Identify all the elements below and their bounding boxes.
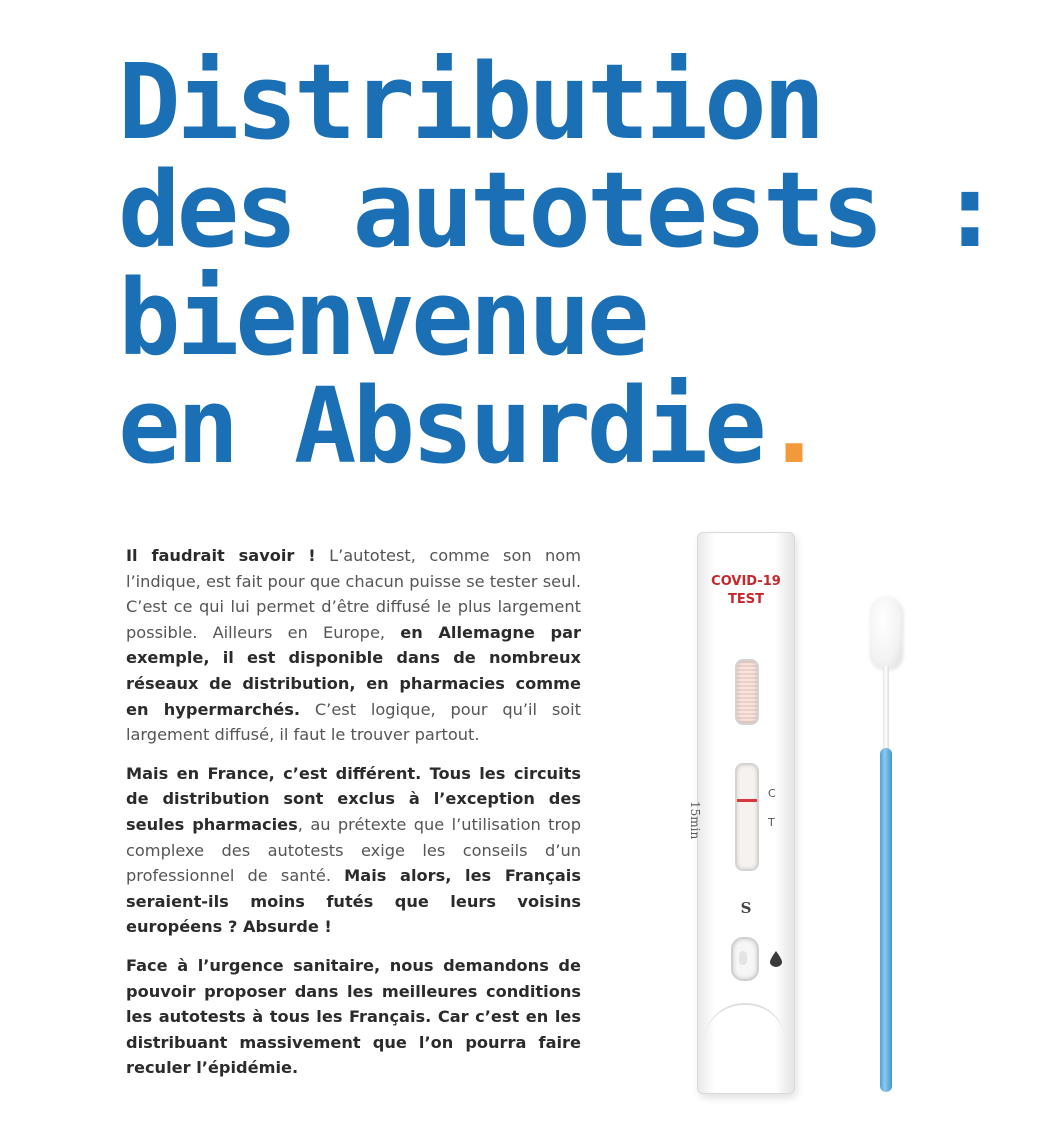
swab-image xyxy=(866,596,906,1096)
sample-well xyxy=(731,937,759,981)
headline-line-4 xyxy=(118,365,997,487)
paragraph-3 xyxy=(126,953,581,1081)
swab-neck xyxy=(883,666,889,752)
headline-line-3: bienvenue xyxy=(118,257,646,379)
p1-bold-2: en Allemagne par exemple, il est disponible dans de nombreux réseaux de distribution, en pharmacies comme en hypermarchés. xyxy=(126,622,581,719)
p2-bold-1: Mais en France, c’est différent. Tous les circuits de distribution sont exclus à l’exception des seules pharmacies xyxy=(126,763,581,834)
paragraph-1 xyxy=(126,543,581,748)
headline-line-1: Distribution xyxy=(118,41,822,163)
cassette-label-line-2: TEST xyxy=(728,592,764,607)
p3-bold-1: Face à l’urgence sanitaire, nous demandons de pouvoir proposer dans les meilleures conditions les autotests à tous les Français. Car c’est en les distribuant massivement que l’on pourra faire reculer l’épidémie. xyxy=(126,955,581,1078)
article-body xyxy=(126,543,581,1094)
headline xyxy=(118,41,998,487)
test-cassette-image xyxy=(688,532,795,1094)
cassette-label xyxy=(698,573,794,609)
sample-well-inner xyxy=(739,951,747,965)
sample-mark: S xyxy=(740,899,752,917)
cassette-base xyxy=(704,1003,786,1085)
p1-text-1: L’autotest, comme son nom l’indique, est fait pour que chacun puisse se tester seul. C’est ce qui lui permet d’être diffusé le plus largement possible. Ailleurs en Europe, xyxy=(126,546,581,642)
swab-stick xyxy=(880,748,892,1092)
p2-bold-2: Mais alors, les Français seraient-ils moins futés que leurs voisins européens ? Absurde ! xyxy=(126,866,581,937)
drop-icon xyxy=(770,951,782,967)
control-window xyxy=(735,659,759,725)
test-mark: T xyxy=(768,816,775,829)
p2-text-1: , au prétexte que l’utilisation trop complexe des autotests exige les conseils d’un professionnel de santé. xyxy=(126,814,581,886)
result-window xyxy=(735,763,759,871)
control-mark: C xyxy=(768,787,776,800)
timer-label: 15min xyxy=(688,801,702,840)
headline-orange-dot: . xyxy=(762,365,822,487)
control-line xyxy=(737,799,757,802)
headline-line-4-text: en Absurdie xyxy=(118,365,763,487)
p1-text-2: C’est logique, pour qu’il soit largement diffusé, il faut le trouver partout. xyxy=(126,699,581,745)
paragraph-2 xyxy=(126,761,581,940)
headline-line-2: des autotests : xyxy=(118,149,998,271)
cassette-label-line-1: COVID-19 xyxy=(711,574,781,589)
p1-bold-1: Il faudrait savoir ! xyxy=(126,546,316,565)
swab-tip xyxy=(870,596,902,668)
